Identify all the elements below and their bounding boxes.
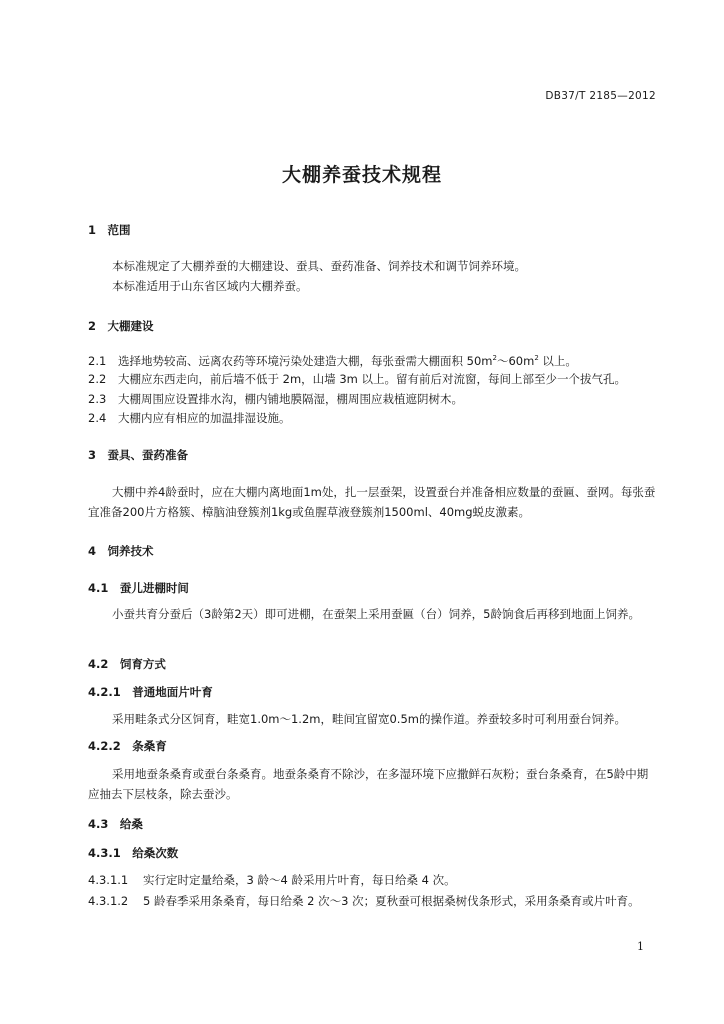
section-3-heading: 3 蚕具、蚕药准备 xyxy=(88,448,189,462)
clause-4-2-2-heading: 4.2.2 条桑育 xyxy=(88,739,167,753)
section-1-heading: 1 范围 xyxy=(88,223,131,237)
page-number: 1 xyxy=(637,940,644,953)
clause-text: 大棚应东西走向，前后墙不低于 2m，山墙 3m 以上。留有前后对流窗，每间上部至少一个拔气孔。 xyxy=(118,372,626,386)
section-1-paragraph-2: 本标准适用于山东省区域内大棚养蚕。 xyxy=(112,279,308,293)
clause-number: 2.3 xyxy=(88,392,107,406)
clause-text: 实行定时定量给桑，3 龄～4 龄采用片叶育，每日给桑 4 次。 xyxy=(143,873,456,887)
standard-code: DB37/T 2185—2012 xyxy=(545,90,656,102)
clause-number: 4.3.1.1 xyxy=(88,873,129,887)
clause-2-1 xyxy=(88,348,658,371)
clause-text: 以上。 xyxy=(538,353,577,368)
clause-text: ～60m xyxy=(496,353,535,368)
clause-4-3-heading: 4.3 给桑 xyxy=(88,817,143,831)
clause-number: 4.3.1.2 xyxy=(88,894,129,908)
clause-2-3 xyxy=(88,389,658,409)
clause-4-1-heading: 4.1 蚕儿进棚时间 xyxy=(88,581,189,595)
clause-4-2-1-paragraph: 采用畦条式分区饲育，畦宽1.0m～1.2m，畦间宜留宽0.5m的操作道。养蚕较多时可利用蚕台饲养。 xyxy=(112,712,626,726)
clause-number: 2.1 xyxy=(88,353,107,368)
section-3-paragraph: 大棚中养4龄蚕时，应在大棚内离地面1m处，扎一层蚕架，设置蚕台并准备相应数量的蚕匾、蚕网。每张蚕宜准备200片方格簇、樟脑油登簇剂1kg或鱼腥草液登簇剂1500ml、40mg蜕皮激素。 xyxy=(88,485,656,519)
clause-number: 2.4 xyxy=(88,411,107,425)
clause-text: 大棚内应有相应的加温排湿设施。 xyxy=(118,411,291,425)
superscript: 2 xyxy=(492,354,497,362)
section-2-heading: 2 大棚建设 xyxy=(88,319,154,333)
document-title: 大棚养蚕技术规程 xyxy=(281,164,442,186)
section-4-heading: 4 饲养技术 xyxy=(88,544,154,558)
clause-4-3-1-heading: 4.3.1 给桑次数 xyxy=(88,846,179,860)
clause-4-1-paragraph: 小蚕共育分蚕后（3龄第2天）即可进棚，在蚕架上采用蚕匾（台）饲养，5龄饷食后再移到地面上饲养。 xyxy=(112,607,640,621)
clause-text: 大棚周围应设置排水沟，棚内铺地膜隔湿，棚周围应栽植遮阴树木。 xyxy=(118,392,463,406)
clause-4-2-1-heading: 4.2.1 普通地面片叶育 xyxy=(88,685,213,699)
clause-2-2 xyxy=(88,369,658,389)
clause-2-4 xyxy=(88,408,658,428)
clause-4-2-heading: 4.2 饲育方式 xyxy=(88,657,166,671)
clause-4-2-2-paragraph: 采用地蚕条桑育或蚕台条桑育。地蚕条桑育不除沙，在多湿环境下应撒鲜石灰粉；蚕台条桑育，在5龄中期应抽去下层枝条，除去蚕沙。 xyxy=(88,767,649,801)
clause-4-3-1-1 xyxy=(88,870,658,890)
superscript: 2 xyxy=(534,354,539,362)
section-1-paragraph-1: 本标准规定了大棚养蚕的大棚建设、蚕具、蚕药准备、饲养技术和调节饲养环境。 xyxy=(112,259,526,273)
clause-text: 选择地势较高、远离农药等环境污染处建造大棚，每张蚕需大棚面积 50m xyxy=(118,353,493,368)
clause-text: 5 龄春季采用条桑育，每日给桑 2 次～3 次；夏秋蚕可根据桑树伐条形式，采用条桑育或片叶育。 xyxy=(143,894,640,908)
clause-4-3-1-2 xyxy=(88,891,658,911)
clause-number: 2.2 xyxy=(88,372,107,386)
